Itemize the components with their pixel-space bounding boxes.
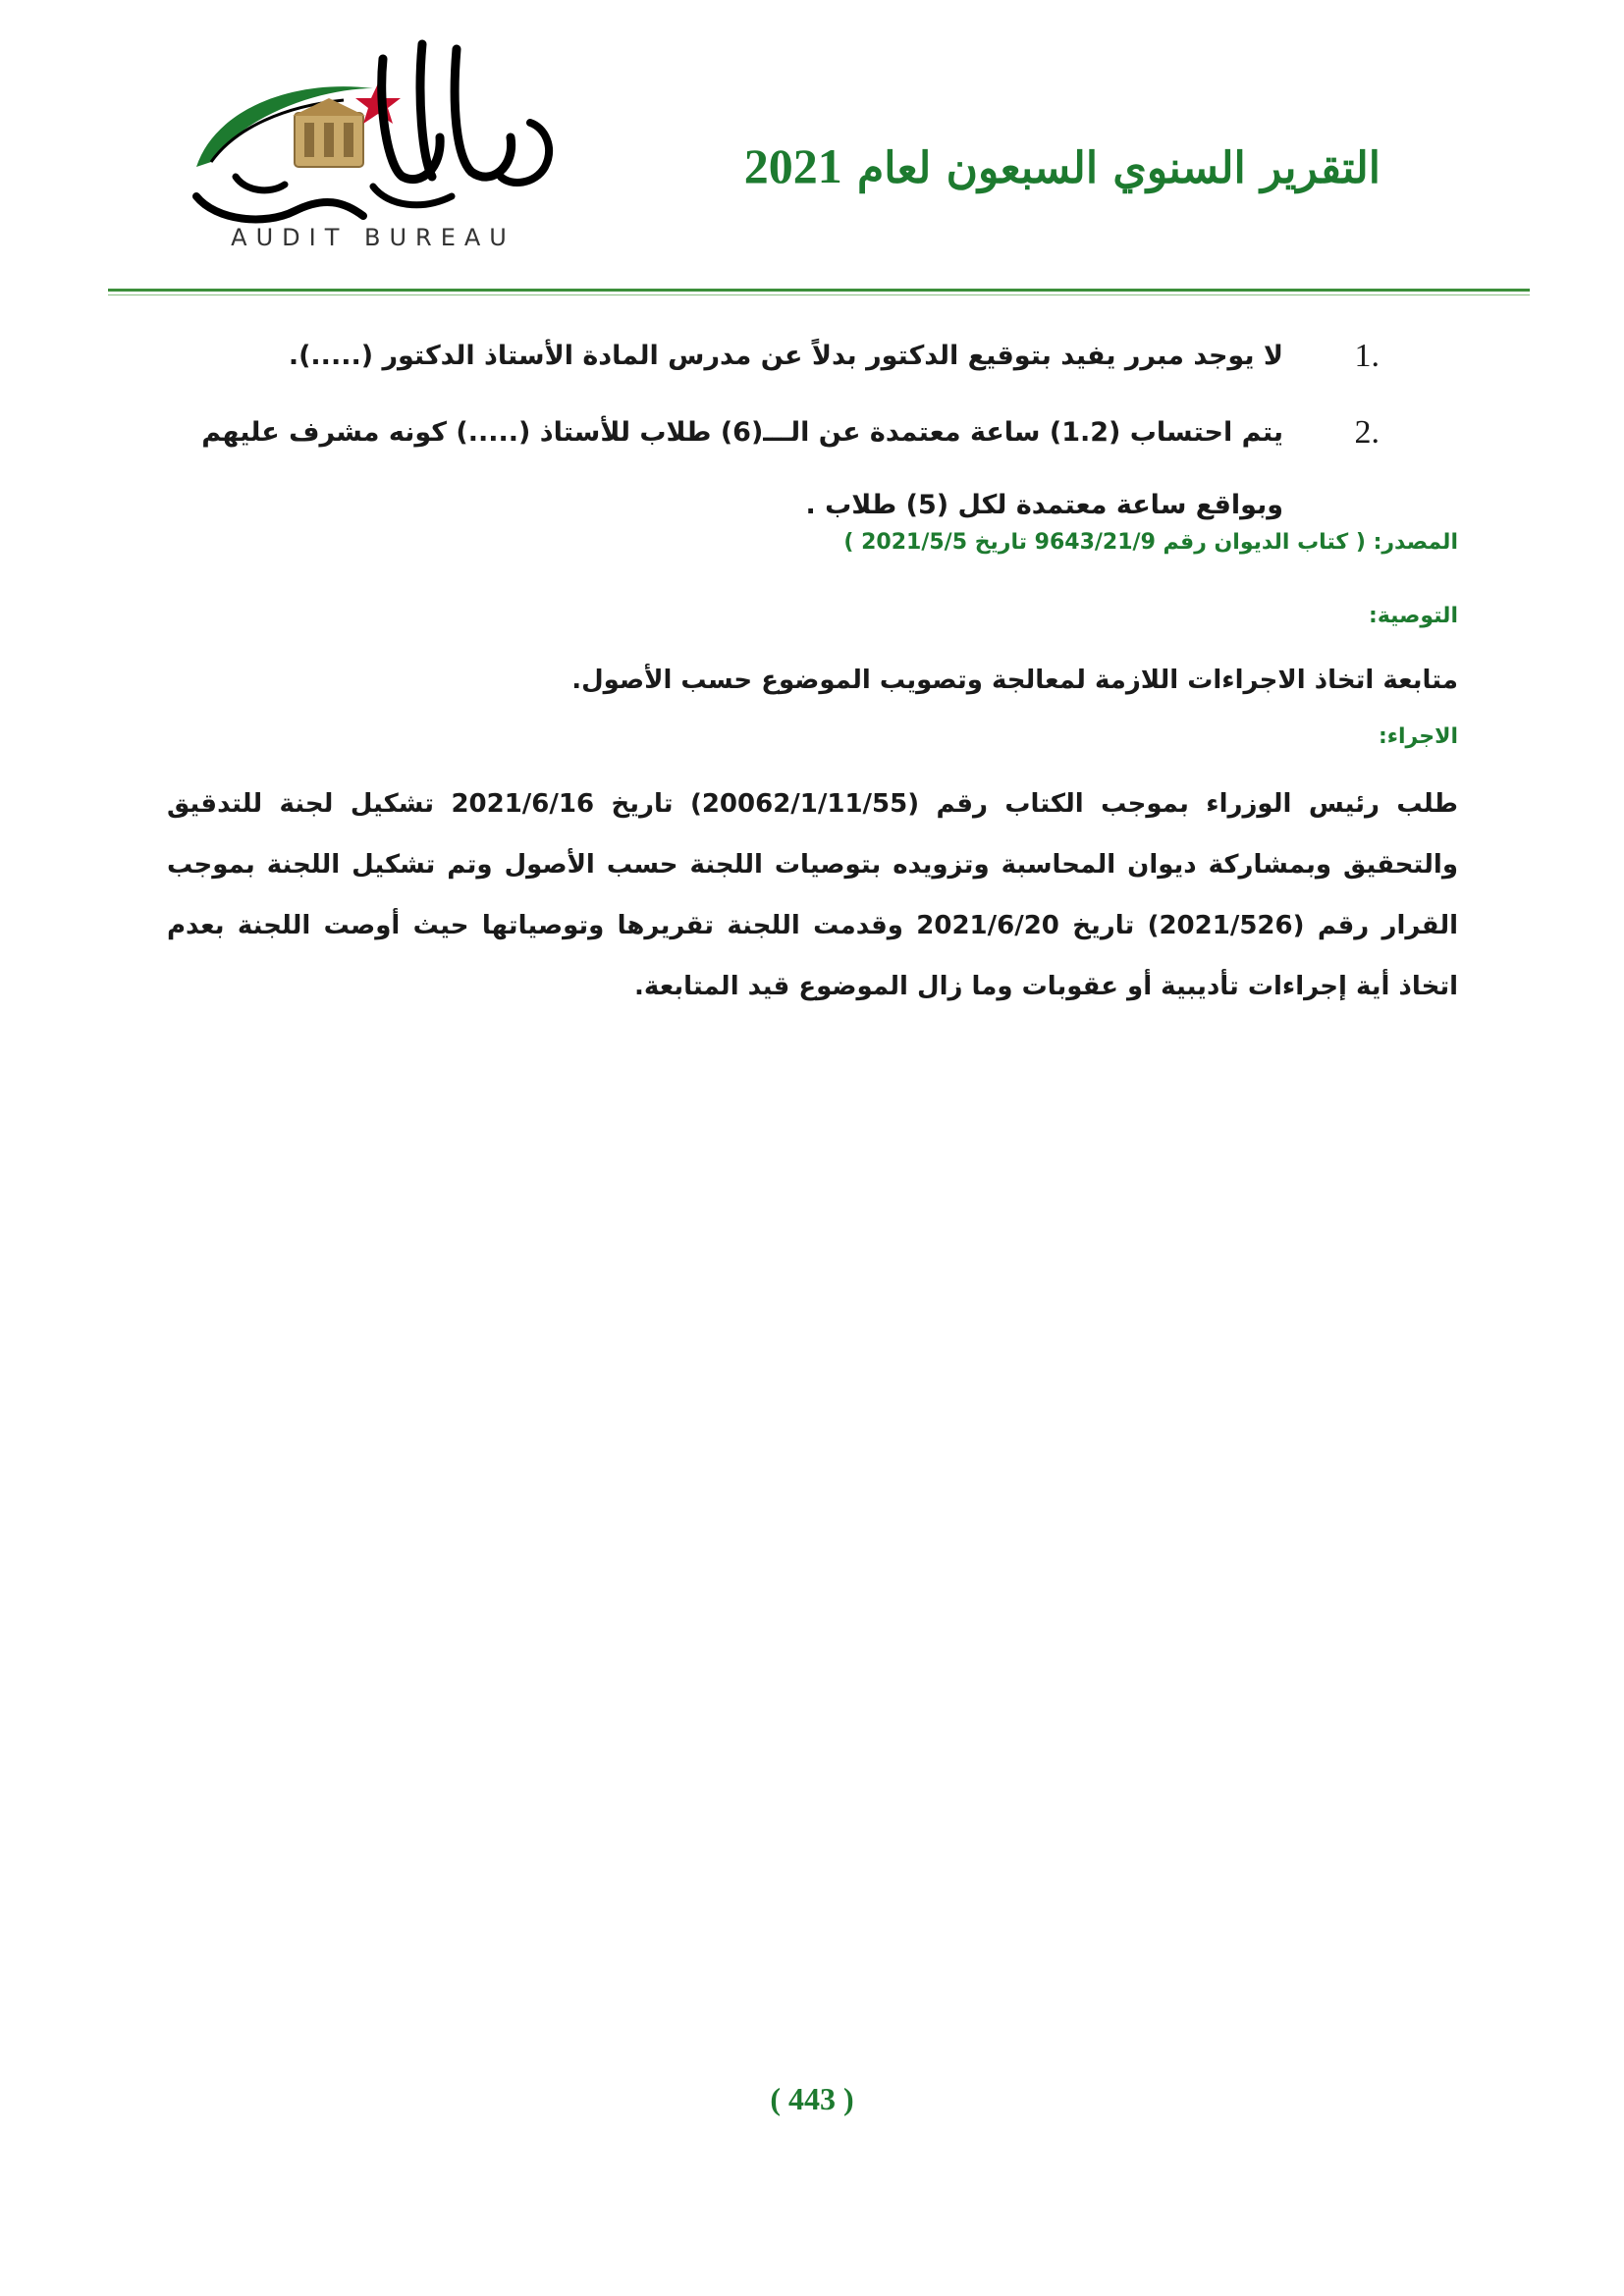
action-heading: الاجراء: <box>1378 724 1458 749</box>
list-item-text: لا يوجد مبرر يفيد بتوقيع الدكتور بدلاً عن مدرس المادة الأستاذ الدكتور (.....). <box>288 341 1283 371</box>
report-title-text: التقرير السنوي السبعون لعام <box>857 143 1380 193</box>
list-item-text: يتم احتساب (1.2) ساعة معتمدة عن الـــ(6) طلاب للأستاذ (.....) كونه مشرف عليهم وبواقع ساعة معتمدة لكل (5) طلاب . <box>201 417 1283 520</box>
findings-list <box>167 314 1458 542</box>
header-divider-thin <box>108 294 1530 295</box>
building-emblem-icon <box>293 98 365 167</box>
list-item <box>167 397 1458 542</box>
logo-caption: AUDIT BUREAU <box>231 224 515 251</box>
report-year: 2021 <box>743 138 842 193</box>
list-item-number: 2. <box>1354 414 1380 451</box>
recommendation-text: متابعة اتخاذ الاجراءات اللازمة لمعالجة وتصويب الموضوع حسب الأصول. <box>571 666 1458 695</box>
list-item <box>167 320 1458 393</box>
action-text: طلب رئيس الوزراء بموجب الكتاب رقم (20062/1/11/55) تاريخ 2021/6/16 تشكيل لجنة للتدقيق والتحقيق وبمشاركة ديوان المحاسبة وتزويده بتوصيات اللجنة حسب الأصول وتم تشكيل اللجنة بموجب القرار رقم (2021/526) تاريخ 2021/6/20 وقدمت اللجنة تقريرها وتوصياتها حيث أوصت اللجنة بعدم اتخاذ أية إجراءات تأديبية أو عقوبات وما زال الموضوع قيد المتابعة. <box>167 789 1459 1001</box>
recommendation-heading: التوصية: <box>1369 604 1458 628</box>
source-reference: المصدر: ( كتاب الديوان رقم 9643/21/9 تاريخ 2021/5/5 ) <box>843 530 1458 555</box>
page-number: ( 443 ) <box>770 2081 854 2116</box>
list-item-number: 1. <box>1354 338 1380 374</box>
page-header <box>0 0 1624 294</box>
report-title <box>744 137 1380 194</box>
header-divider <box>108 289 1530 292</box>
